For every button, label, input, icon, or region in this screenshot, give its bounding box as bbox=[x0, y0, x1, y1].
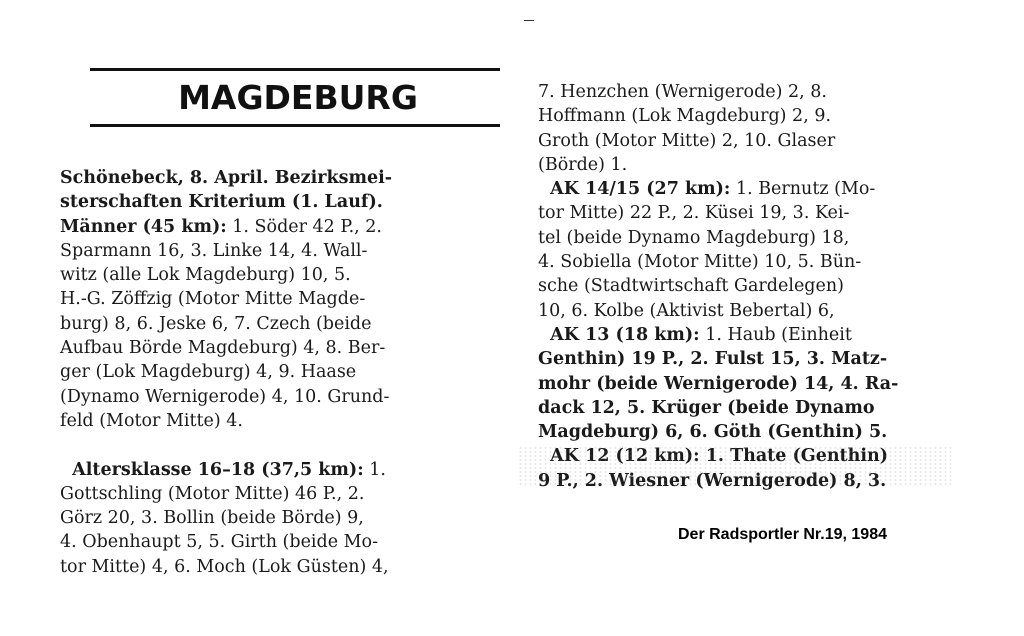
text-segment: H.-G. Zöffzig (Motor Mitte Magde- bbox=[60, 289, 366, 310]
text-segment: 1. Bernutz (Mo- bbox=[730, 179, 876, 200]
text-line bbox=[60, 385, 392, 409]
text-segment: Schönebeck, 8. April. Bezirksmei- bbox=[60, 168, 393, 188]
text-line bbox=[60, 190, 392, 214]
text-line bbox=[60, 555, 392, 579]
headline: MAGDEBURG bbox=[178, 78, 418, 117]
text-line bbox=[60, 312, 392, 336]
text-line bbox=[538, 420, 898, 444]
text-segment: Altersklasse 16–18 (37,5 km): bbox=[60, 459, 364, 480]
text-line bbox=[538, 201, 898, 225]
text-segment: AK 12 (12 km): bbox=[538, 446, 700, 467]
text-segment: Gottschling (Motor Mitte) 46 P., 2. bbox=[60, 483, 365, 504]
text-line bbox=[60, 506, 392, 530]
text-segment: Aufbau Börde Magdeburg) 4, 8. Ber- bbox=[60, 338, 386, 359]
text-segment: ger (Lok Magdeburg) 4, 9. Haase bbox=[60, 362, 357, 383]
text-line bbox=[538, 299, 898, 323]
article-column-left bbox=[60, 166, 392, 579]
text-line bbox=[60, 409, 392, 433]
text-line bbox=[538, 323, 898, 347]
text-segment: Görz 20, 3. Bollin (beide Börde) 9, bbox=[60, 508, 364, 529]
text-segment: AK 14/15 (27 km): bbox=[538, 179, 731, 200]
text-line bbox=[60, 360, 392, 384]
text-segment: 1. Haub (Einheit bbox=[699, 324, 852, 345]
headline-bottom-rule bbox=[90, 124, 500, 127]
text-segment: mohr (beide Wernigerode) 14, 4. Ra- bbox=[538, 373, 899, 394]
text-segment: Magdeburg) 6, 6. Göth (Genthin) 5. bbox=[538, 422, 888, 443]
text-segment: 1. Thate (Genthin) bbox=[699, 446, 889, 467]
text-line bbox=[538, 80, 898, 104]
text-line bbox=[60, 263, 392, 287]
text-line bbox=[60, 239, 392, 263]
text-line bbox=[538, 372, 898, 396]
text-segment: 1. bbox=[363, 459, 386, 480]
text-line bbox=[538, 129, 898, 153]
text-line bbox=[60, 433, 392, 457]
text-line bbox=[538, 274, 898, 298]
text-line bbox=[538, 396, 898, 420]
text-segment: sche (Stadtwirtschaft Gardelegen) bbox=[538, 276, 844, 297]
text-segment: sterschaften Kriterium (1. Lauf). bbox=[60, 192, 383, 213]
text-line bbox=[60, 287, 392, 311]
text-line bbox=[60, 336, 392, 360]
text-segment: burg) 8, 6. Jeske 6, 7. Czech (beide bbox=[60, 313, 372, 334]
text-segment: 1. Söder 42 P., 2. bbox=[226, 216, 382, 237]
headline-top-rule bbox=[90, 68, 500, 71]
text-segment: tor Mitte) 4, 6. Moch (Lok Güsten) 4, bbox=[60, 556, 389, 577]
text-segment: 7. Henzchen (Wernigerode) 2, 8. bbox=[538, 82, 827, 102]
text-segment: witz (alle Lok Magdeburg) 10, 5. bbox=[60, 265, 351, 286]
print-texture bbox=[518, 446, 953, 486]
text-line bbox=[60, 530, 392, 554]
text-line bbox=[538, 250, 898, 274]
text-segment: (Börde) 1. bbox=[538, 154, 628, 175]
text-segment: Groth (Motor Mitte) 2, 10. Glaser bbox=[538, 130, 836, 151]
text-segment: 10, 6. Kolbe (Aktivist Bebertal) 6, bbox=[538, 300, 835, 321]
text-segment: Genthin) 19 P., 2. Fulst 15, 3. Matz- bbox=[538, 349, 888, 370]
source-caption: Der Radsportler Nr.19, 1984 bbox=[678, 526, 887, 543]
text-segment: 4. Sobiella (Motor Mitte) 10, 5. Bün- bbox=[538, 252, 862, 273]
text-segment: Männer (45 km): bbox=[60, 216, 227, 237]
text-line bbox=[538, 347, 898, 371]
text-segment: Hoffmann (Lok Magdeburg) 2, 9. bbox=[538, 106, 832, 127]
text-segment: feld (Motor Mitte) 4. bbox=[60, 410, 243, 431]
text-segment: Sparmann 16, 3. Linke 14, 4. Wall- bbox=[60, 240, 368, 261]
text-segment: 4. Obenhaupt 5, 5. Girth (beide Mo- bbox=[60, 532, 379, 553]
text-line bbox=[60, 166, 392, 190]
text-segment: tel (beide Dynamo Magdeburg) 18, bbox=[538, 227, 850, 248]
text-line bbox=[538, 177, 898, 201]
text-segment: dack 12, 5. Krüger (beide Dynamo bbox=[538, 397, 875, 418]
text-segment: AK 13 (18 km): bbox=[538, 324, 700, 345]
text-line bbox=[60, 482, 392, 506]
text-segment: (Dynamo Wernigerode) 4, 10. Grund- bbox=[60, 386, 390, 407]
text-line bbox=[60, 458, 392, 482]
article-column-right bbox=[538, 80, 898, 493]
text-line bbox=[538, 153, 898, 177]
text-line bbox=[60, 215, 392, 239]
text-segment: tor Mitte) 22 P., 2. Küsei 19, 3. Kei- bbox=[538, 203, 850, 224]
text-line bbox=[538, 226, 898, 250]
text-line bbox=[538, 104, 898, 128]
stray-mark bbox=[524, 20, 534, 21]
text-segment: 9 P., 2. Wiesner (Wernigerode) 8, 3. bbox=[538, 470, 887, 491]
